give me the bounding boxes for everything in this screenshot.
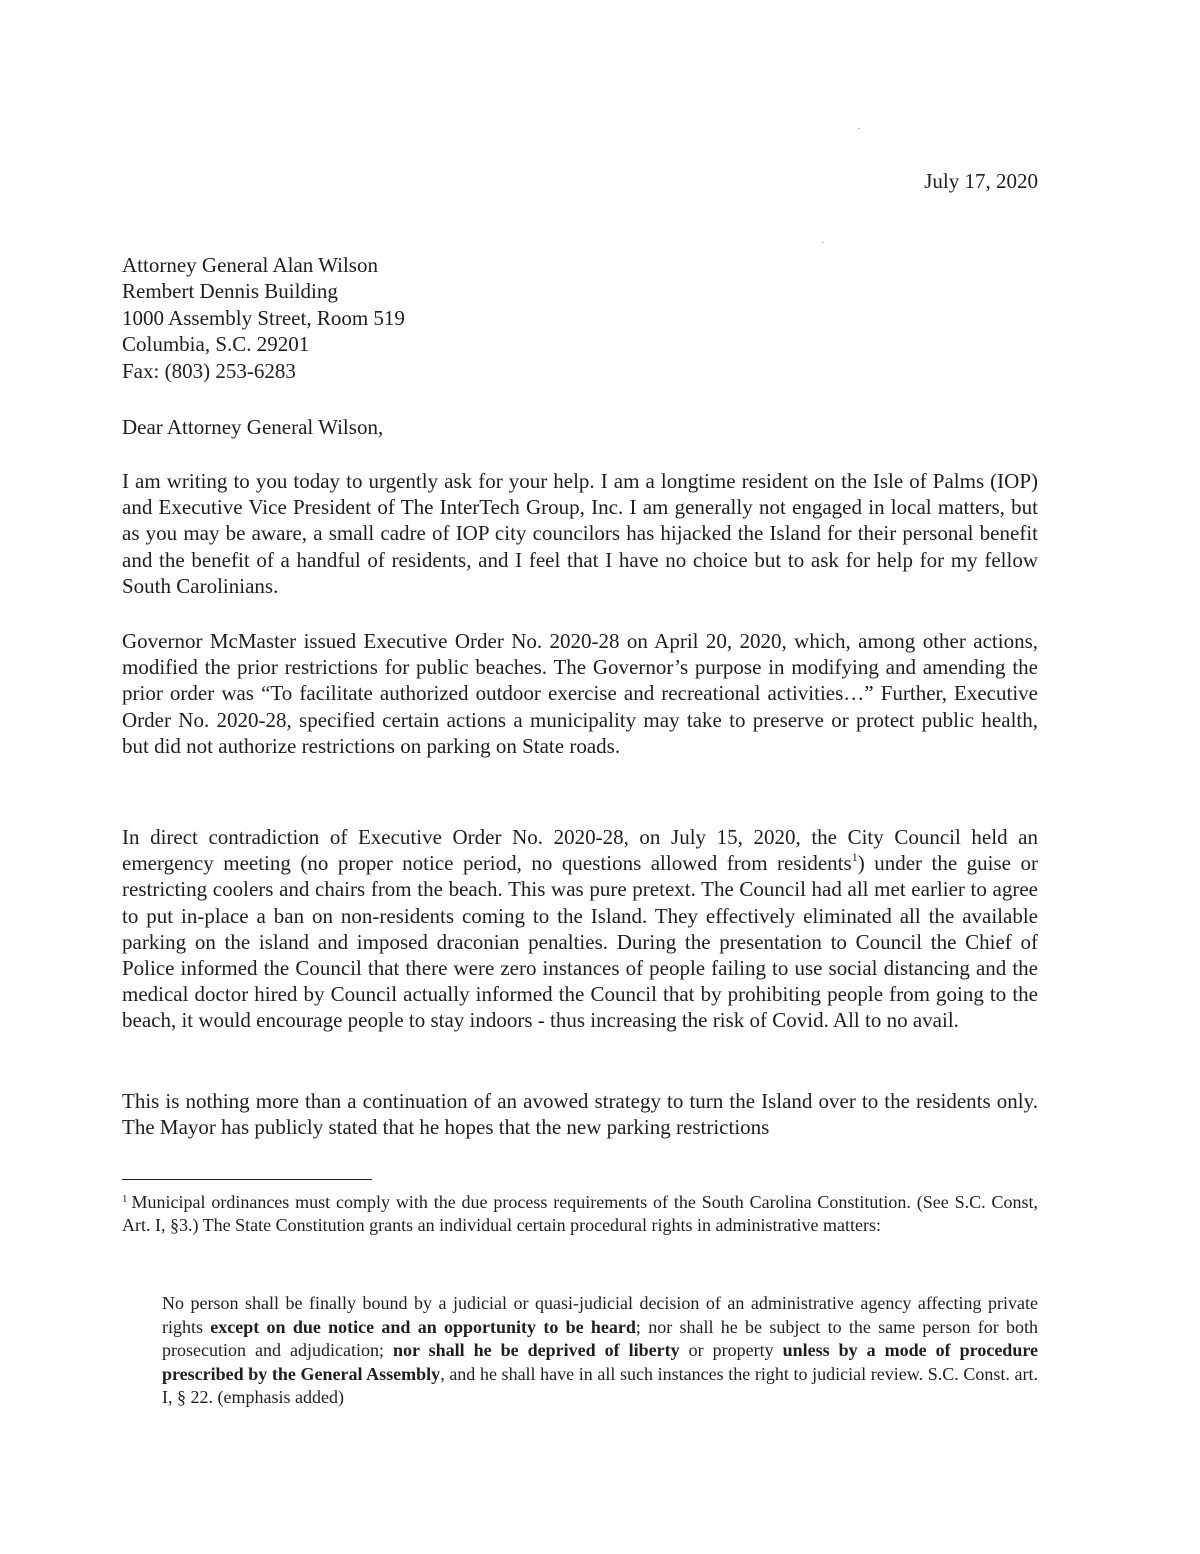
quote-emphasis-2: nor shall he be deprived of liberty: [392, 1340, 680, 1361]
scan-artifact: [822, 242, 824, 243]
recipient-name: Attorney General Alan Wilson: [122, 253, 378, 277]
footnote-text: Municipal ordinances must comply with the due process requirements of the South Carolina Constitution. (See S.C. Const, Art. I, §3.) The State Constitution grants an individual certain procedural rights in administrative matters:: [122, 1192, 1038, 1235]
footnote-number: 1: [122, 1193, 128, 1205]
scan-artifact: [858, 128, 860, 129]
recipient-fax: Fax: (803) 253-6283: [122, 358, 296, 383]
quote-segment-3: ; nor shall he be subject to the same person for both prosecution and adjudication;: [162, 1316, 1038, 1361]
body-paragraph-2: Governor McMaster issued Executive Order No. 2020-28 on April 20, 2020, which, among other actions, modified the prior restrictions for public beaches. The Governor’s purpose in modifying and amending the prior order was “To facilitate authorized outdoor exercise and recreational activities…” Further, Executive Order No. 2020-28, specified certain actions a municipality may take to preserve or protect public health, but did not authorize restrictions on parking on State roads.: [122, 629, 1038, 758]
recipient-street: 1000 Assembly Street, Room 519: [122, 305, 405, 330]
recipient-address-block: [122, 252, 405, 384]
footnote-1: [122, 1191, 1038, 1237]
body-paragraph-3: [122, 824, 1038, 1034]
footnote-separator: [122, 1179, 372, 1180]
paragraph-3-text-a: In direct contradiction of Executive Order No. 2020-28, on July 15, 2020, the City Council held an emergency meeting (no proper notice period, no questions allowed from residents: [122, 825, 1038, 876]
body-paragraph-4: This is nothing more than a continuation of an avowed strategy to turn the Island over to the residents only. The Mayor has publicly stated that he hopes that the new parking restrictions: [122, 1089, 1038, 1140]
letter-date: July 17, 2020: [924, 169, 1038, 193]
body-paragraph-1: I am writing to you today to urgently ask for your help. I am a longtime resident on the Isle of Palms (IOP) and Executive Vice President of The InterTech Group, Inc. I am generally not engaged in local matters, but as you may be aware, a small cadre of IOP city councilors has hijacked the Island for their personal benefit and the benefit of a handful of residents, and I feel that I have no choice but to ask for help for my fellow South Carolinians.: [122, 469, 1038, 598]
recipient-building: Rembert Dennis Building: [122, 279, 338, 304]
quote-emphasis-3: unless by a mode of procedure prescribed by the General Assembly: [162, 1340, 1038, 1384]
recipient-city: Columbia, S.C. 29201: [122, 332, 310, 357]
salutation: Dear Attorney General Wilson,: [122, 415, 384, 439]
quote-segment-1: No person shall be finally bound by a judicial or quasi-judicial decision of an administrative agency affecting private rights: [162, 1293, 1038, 1337]
constitution-quote: [162, 1292, 1038, 1410]
quote-segment-5: or property: [679, 1340, 783, 1361]
quote-emphasis-1: except on due notice and an opportunity to be heard: [210, 1316, 636, 1337]
footnote-reference: 1: [851, 850, 858, 865]
paragraph-3-text-b: ) under the guise or restricting coolers and chairs from the beach. This was pure pretext. The Council had all met earlier to agree to put in-place a ban on non-residents coming to the Island. They effectively eliminated all the available parking on the island and imposed draconian penalties. During the presentation to Council the Chief of Police informed the Council that there were zero instances of people failing to use social distancing and the medical doctor hired by Council actually informed the Council that by prohibiting people from going to the beach, it would encourage people to stay indoors - thus increasing the risk of Covid. All to no avail.: [122, 851, 1038, 1033]
quote-segment-7: , and he shall have in all such instances the right to judicial review. S.C. Const. art. I, § 22. (emphasis added): [162, 1363, 1038, 1408]
